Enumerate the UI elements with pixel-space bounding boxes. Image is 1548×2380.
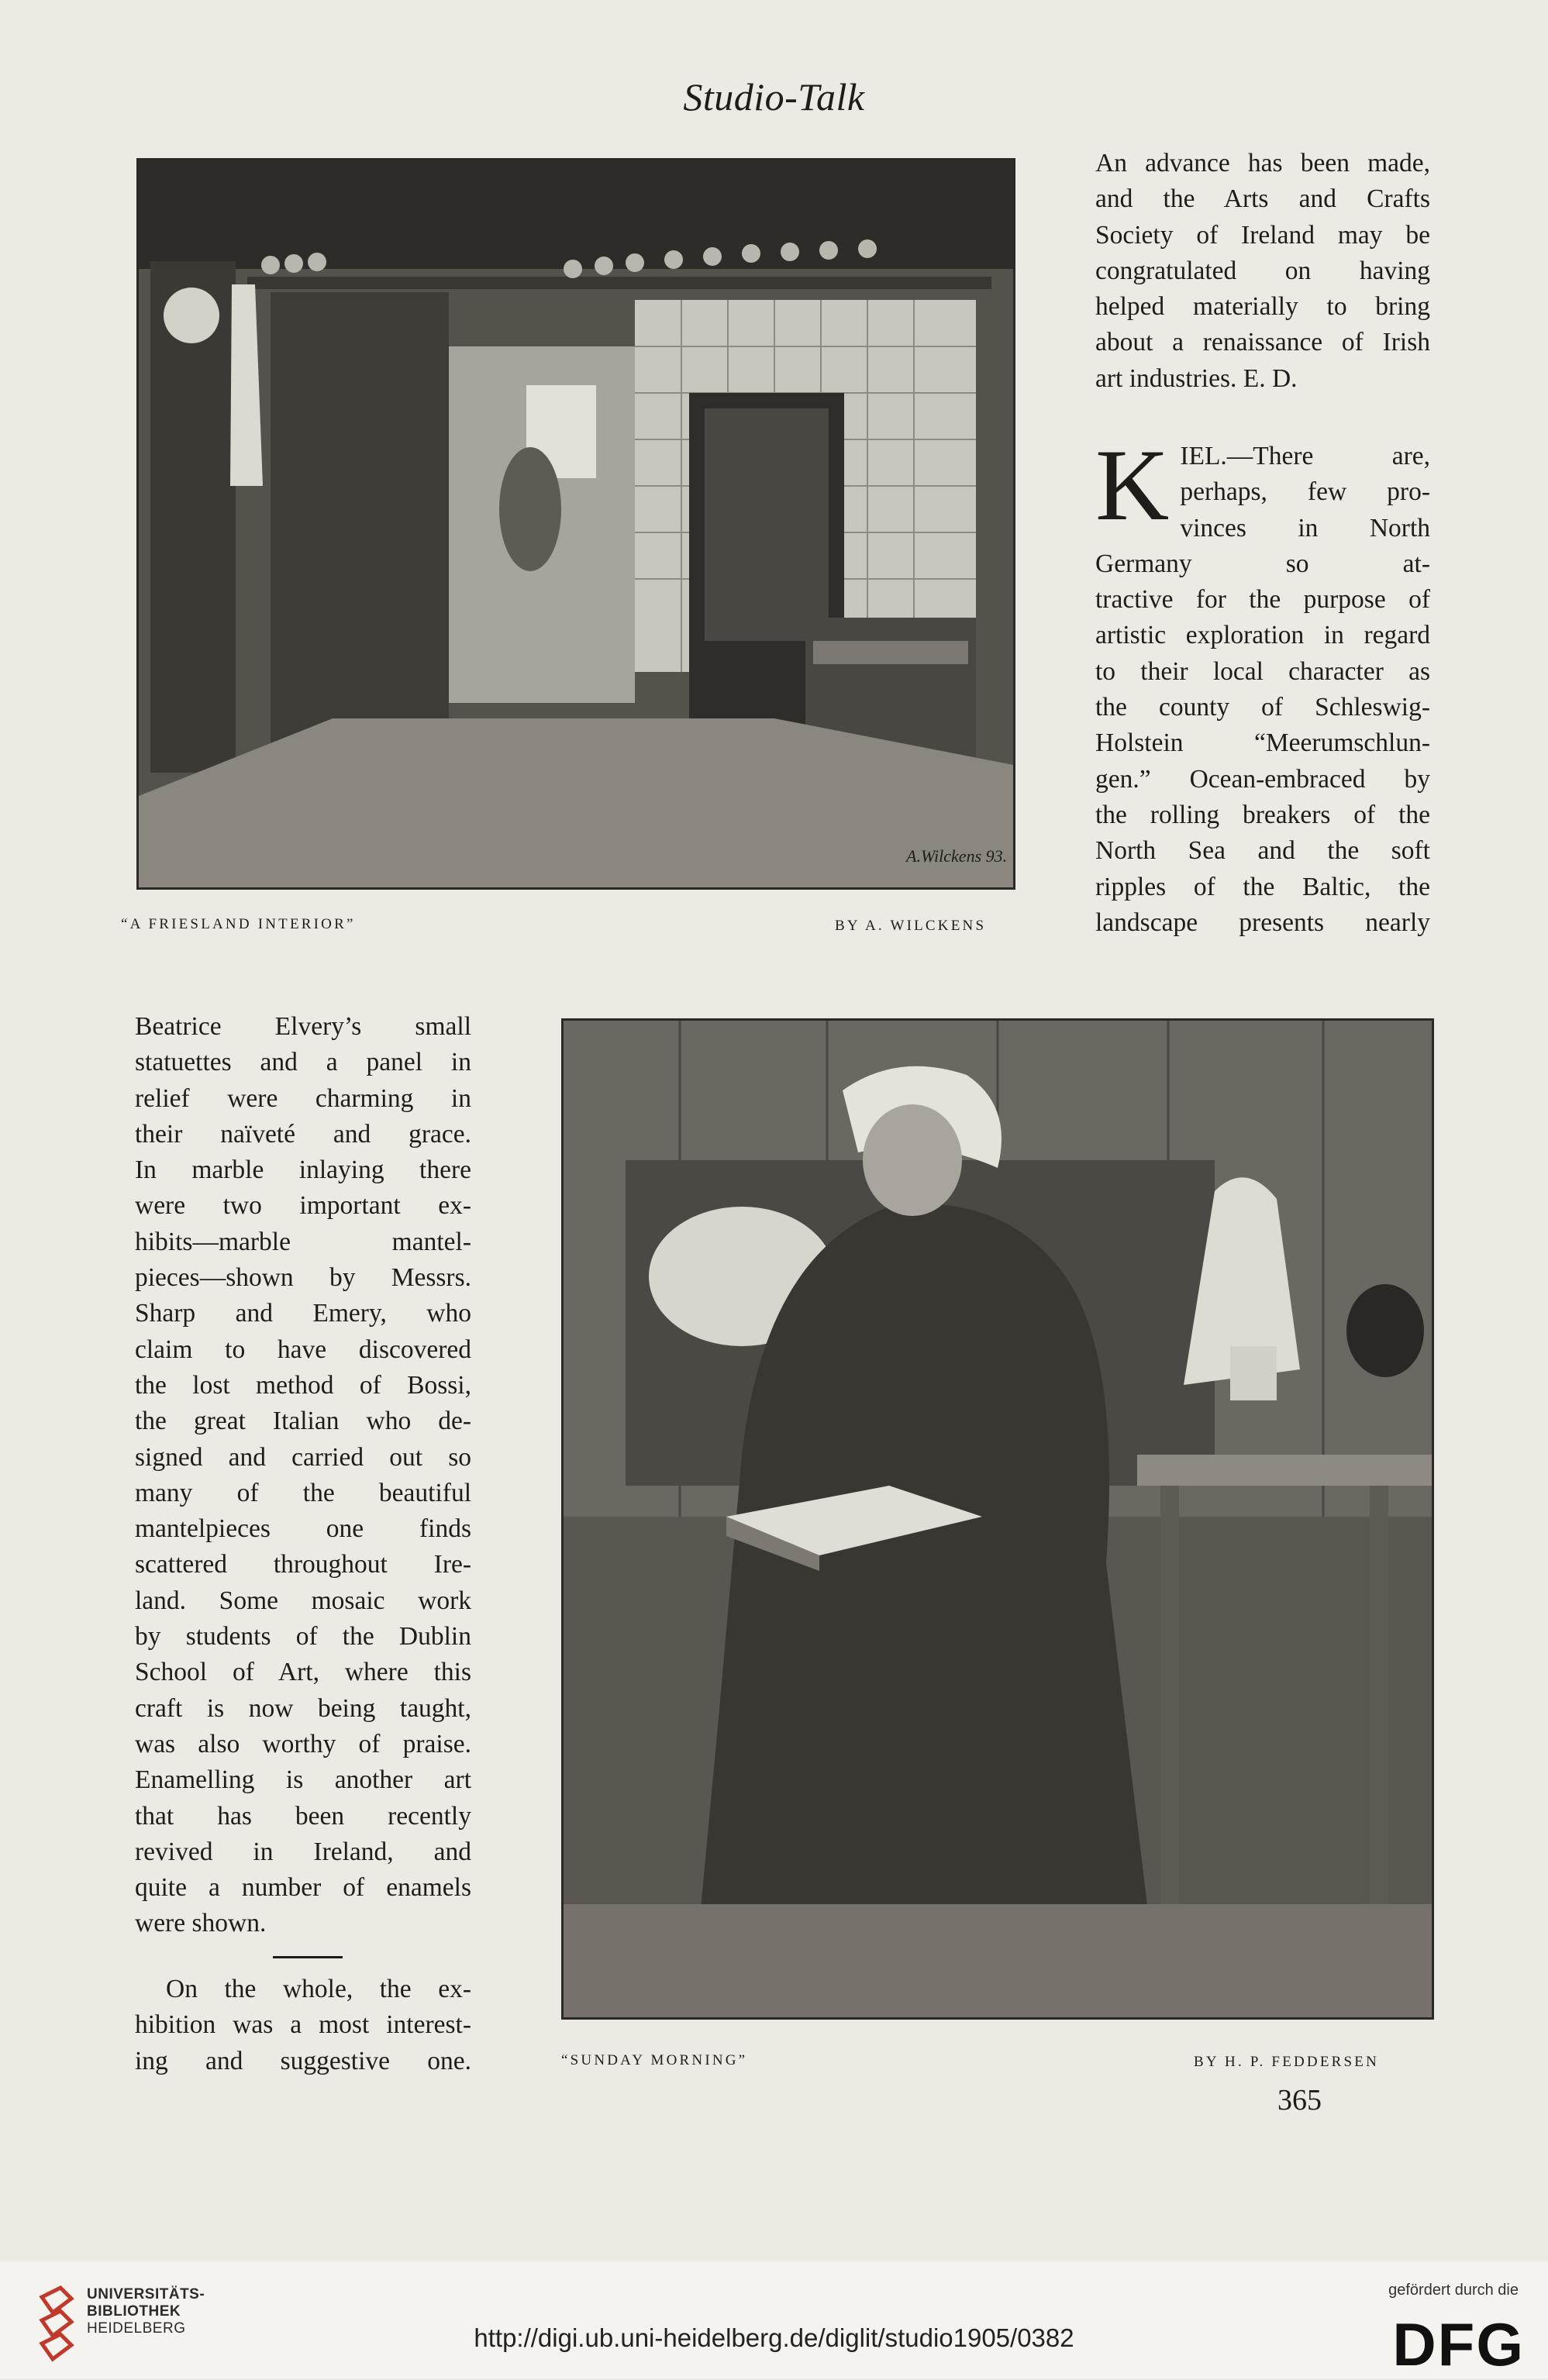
text-line: the lost method of Bossi, xyxy=(135,1370,471,1400)
text-line: relief were charming in xyxy=(135,1083,471,1113)
text-line: their naïveté and grace. xyxy=(135,1119,471,1149)
caption-sunday-title: “SUNDAY MORNING” xyxy=(561,2052,748,2068)
text-line: scattered throughout Ire- xyxy=(135,1550,471,1579)
text-line: pieces—shown by Messrs. xyxy=(135,1263,471,1293)
text-line: gen.” Ocean-embraced by xyxy=(1095,764,1430,794)
running-head: Studio-Talk xyxy=(683,75,865,119)
library-name-line2: BIBLIOTHEK xyxy=(87,2303,181,2320)
text-line: hibits—marble mantel- xyxy=(135,1227,471,1256)
left-column-closing xyxy=(135,1972,471,2079)
sunday-morning-illustration xyxy=(564,1021,1432,2017)
text-line: craft is now being taught, xyxy=(135,1693,471,1723)
text-line: Society of Ireland may be xyxy=(1095,220,1430,250)
text-line: art industries. E. D. xyxy=(1095,363,1298,393)
text-line: signed and carried out so xyxy=(135,1442,471,1472)
text-line: were two important ex- xyxy=(135,1191,471,1221)
plate-friesland-interior xyxy=(136,158,1015,890)
text-line: An advance has been made, xyxy=(1095,149,1430,177)
text-line: by students of the Dublin xyxy=(135,1622,471,1652)
caption-sunday-artist: BY H. P. FEDDERSEN xyxy=(1194,2054,1380,2070)
text-line: about a renaissance of Irish xyxy=(1095,328,1430,357)
friesland-interior-illustration xyxy=(139,160,1013,887)
text-line: many of the beautiful xyxy=(135,1478,471,1507)
text-line: perhaps, few pro- xyxy=(1180,477,1430,507)
text-line: land. Some mosaic work xyxy=(135,1586,471,1615)
text-line: was also worthy of praise. xyxy=(135,1729,471,1758)
source-url-link[interactable]: http://digi.ub.uni-heidelberg.de/diglit/studio1905/0382 xyxy=(474,2323,1074,2352)
text-line: artistic exploration in regard xyxy=(1095,621,1430,650)
text-line: claim to have discovered xyxy=(135,1335,471,1364)
text-line: tractive for the purpose of xyxy=(1095,585,1430,615)
text-line: In marble inlaying there xyxy=(135,1156,471,1185)
text-line: North Sea and the soft xyxy=(1095,836,1430,866)
caption-friesland-artist: BY A. WILCKENS xyxy=(835,918,987,934)
text-line: quite a number of enamels xyxy=(135,1873,471,1903)
text-line: the great Italian who de- xyxy=(135,1407,471,1436)
text-line: to their local character as xyxy=(1095,656,1430,686)
kiel-paragraph xyxy=(1095,428,1430,941)
caption-friesland-title: “A FRIESLAND INTERIOR” xyxy=(121,916,356,932)
plate-sunday-morning xyxy=(561,1018,1434,2020)
text-line: that has been recently xyxy=(135,1801,471,1831)
text-line: the county of Schleswig- xyxy=(1095,693,1430,722)
text-line: revived in Ireland, and xyxy=(135,1837,471,1866)
text-line: vinces in North xyxy=(1180,513,1430,542)
text-line: Enamelling is another art xyxy=(135,1765,471,1795)
text-line: ing and suggestive one. xyxy=(135,2046,471,2075)
text-line: mantelpieces one finds xyxy=(135,1514,471,1544)
plate-signature: A.Wilckens 93. xyxy=(906,846,1008,866)
text-line: congratulated on having xyxy=(1095,256,1430,285)
text-line: Sharp and Emery, who xyxy=(135,1299,471,1328)
text-line: helped materially to bring xyxy=(1095,292,1430,322)
library-name-line1: UNIVERSITÄTS- xyxy=(87,2286,205,2303)
text-line: Germany so at- xyxy=(1095,549,1430,578)
text-line: and the Arts and Crafts xyxy=(1095,184,1430,214)
funded-by-label: gefördert durch die xyxy=(1388,2282,1519,2299)
dfg-logo: DFG xyxy=(1392,2310,1525,2378)
text-line: Beatrice Elvery’s small xyxy=(135,1012,471,1041)
page-number: 365 xyxy=(1277,2084,1322,2117)
text-line: hibition was a most interest- xyxy=(135,2010,471,2040)
section-divider xyxy=(273,1956,343,1958)
drop-cap: K xyxy=(1095,428,1170,542)
text-line: School of Art, where this xyxy=(135,1658,471,1687)
text-line: IEL.—There are, xyxy=(1180,442,1430,470)
text-line: statuettes and a panel in xyxy=(135,1048,471,1077)
text-line: landscape presents nearly xyxy=(1095,908,1430,937)
library-name-line3: HEIDELBERG xyxy=(87,2320,186,2337)
text-line: Holstein “Meerumschlun- xyxy=(1095,728,1430,758)
text-line: the rolling breakers of the xyxy=(1095,800,1430,829)
text-line: were shown. xyxy=(135,1909,267,1938)
footer-bar xyxy=(0,2261,1548,2378)
right-column-intro xyxy=(1095,146,1430,397)
left-column-text xyxy=(135,1009,471,1942)
text-line: ripples of the Baltic, the xyxy=(1095,872,1430,901)
text-line: On the whole, the ex- xyxy=(166,1975,471,2003)
